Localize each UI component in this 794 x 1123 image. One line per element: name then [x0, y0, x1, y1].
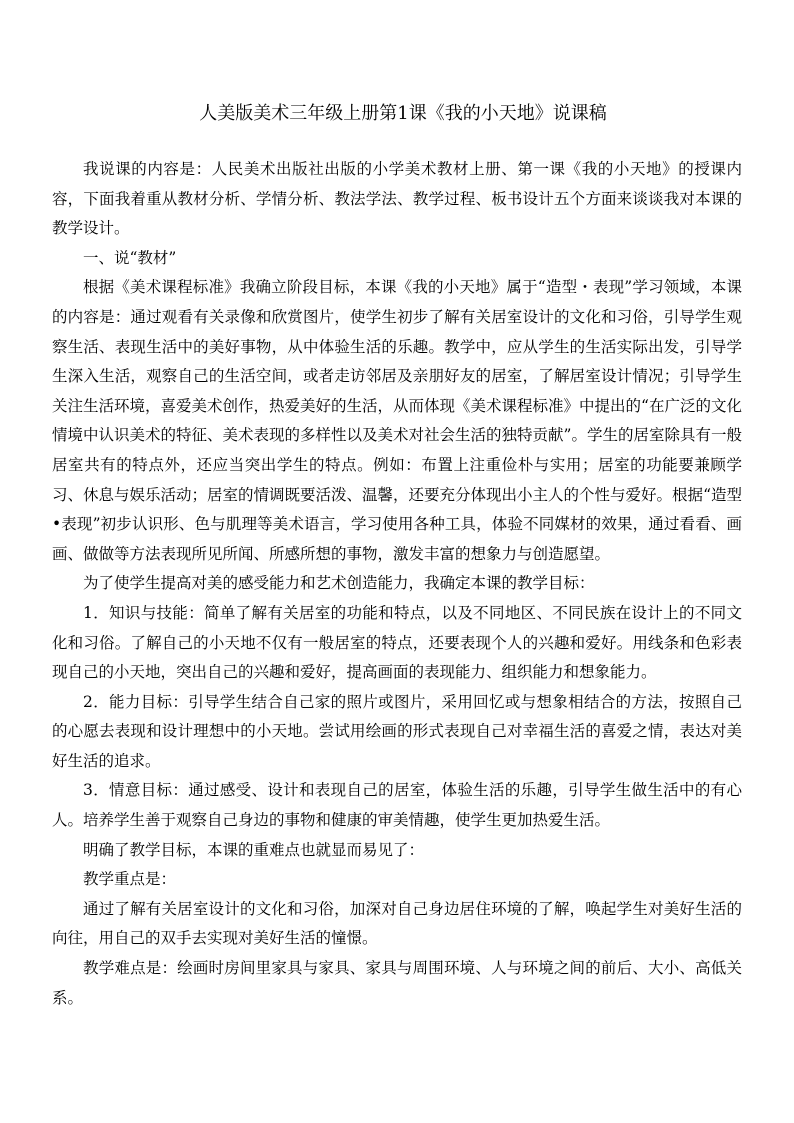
- document-title: 人美版美术三年级上册第1课《我的小天地》说课稿: [199, 103, 607, 124]
- paragraph-section-heading: 一、说“教材”: [83, 248, 177, 267]
- paragraph-key-point: 通过了解有关居室设计的文化和习俗，加深对自己身边居住环境的了解，唤起学生对美好生活的向往，用自己的双手去实现对美好生活的憧憬。: [52, 899, 742, 948]
- paragraph-goal-ability: 2．能力目标：引导学生结合自己家的照片或图片，采用回忆或与想象相结合的方法，按照自己的心愿去表现和设计理想中的小天地。尝试用绘画的形式表现自己对幸福生活的喜爱之情，表达对美好生活的追求。: [52, 692, 742, 770]
- paragraph-goal-affective: 3．情意目标：通过感受、设计和表现自己的居室，体验生活的乐趣，引导学生做生活中的有心人。培养学生善于观察自己身边的事物和健康的审美情趣，使学生更加热爱生活。: [52, 781, 742, 830]
- paragraph-difficulty: 教学难点是：绘画时房间里家具与家具、家具与周围环境、人与环境之间的前后、大小、高低关系。: [52, 959, 742, 1007]
- paragraph-key-points-intro: 明确了教学目标，本课的重难点也就显而易见了：: [83, 840, 425, 859]
- paragraph-intro: 我说课的内容是：人民美术出版社出版的小学美术教材上册、第一课《我的小天地》的授课内容，下面我着重从教材分析、学情分析、教法学法、教学过程、板书设计五个方面来谈谈我对本课的教学设计。: [52, 160, 742, 238]
- paragraph-textbook-analysis: 根据《美术课程标准》我确立阶段目标，本课《我的小天地》属于“造型・表现”学习领域，本课的内容是：通过观看有关录像和欣赏图片，使学生初步了解有关居室设计的文化和习俗，引导学生观察生活、表现生活中的美好事物，从中体验生活的乐趣。教学中，应从学生的生活实际出发，引导学生深入生活，观察自己的生活空间，或者走访邻居及亲朋好友的居室，了解居室设计情况；引导学生关注生活环境，喜爱美术创作，热爱美好的生活，从而体现《美术课程标准》中提出的“在广泛的文化情境中认识美术的特征、美术表现的多样性以及美术对社会生活的独特贡献”。学生的居室除具有一般居室共有的特点外，还应当突出学生的特点。例如：布置上注重俭朴与实用；居室的功能要兼顾学习、休息与娱乐活动；居室的情调既要活泼、温馨，还要充分体现出小主人的个性与爱好。根据“造型•表现”初步认识形、色与肌理等美术语言，学习使用各种工具，体验不同媒材的效果，通过看看、画画、做做等方法表现所见所闻、所感所想的事物，激发丰富的想象力与创造愿望。: [52, 278, 742, 563]
- paragraph-key-point-label: 教学重点是：: [83, 870, 177, 889]
- paragraph-goal-intro: 为了使学生提高对美的感受能力和艺术创造能力，我确定本课的教学目标：: [83, 574, 595, 593]
- paragraph-goal-knowledge: 1．知识与技能：简单了解有关居室的功能和特点，以及不同地区、不同民族在设计上的不同文化和习俗。了解自己的小天地不仅有一般居室的特点，还要表现个人的兴趣和爱好。用线条和色彩表现自己的小天地，突出自己的兴趣和爱好，提高画面的表现能力、组织能力和想象能力。: [52, 603, 742, 682]
